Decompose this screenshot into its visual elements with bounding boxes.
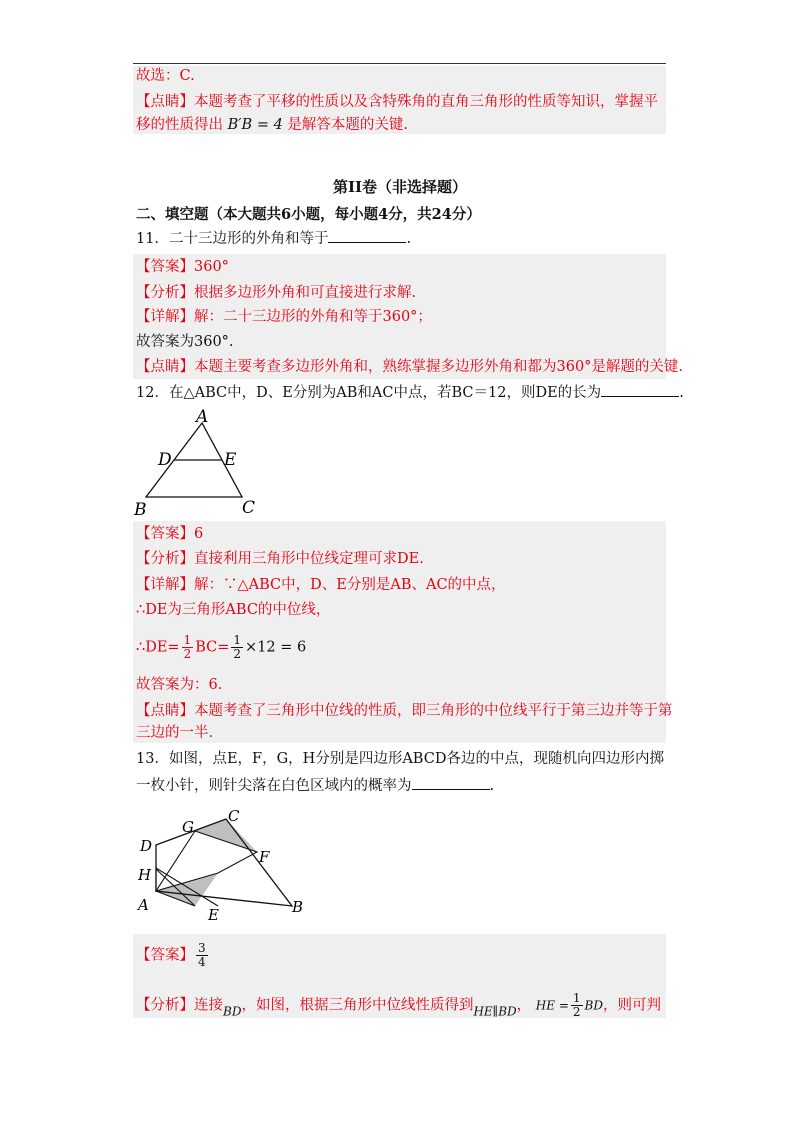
math-expression: B′B = 4 <box>227 117 283 133</box>
math-text: BD <box>584 998 603 1013</box>
detail-12: 【详解】解：∵△ABC中，D、E分别是AB、AC的中点， <box>136 577 506 593</box>
comment-text: 移的性质得出 <box>136 117 223 133</box>
math-text: ×12 = 6 <box>245 639 307 656</box>
comment-text: 是解答本题的关键. <box>287 117 409 133</box>
answer-11: 【答案】360° <box>136 259 229 275</box>
header-rule <box>133 63 666 64</box>
label-A: A <box>196 407 209 427</box>
triangle-figure-12 <box>128 405 268 520</box>
label-B: B <box>292 898 304 916</box>
question-13-line-2 <box>136 776 494 796</box>
answer-blank <box>601 383 679 397</box>
answer-12: 【答案】6 <box>136 526 204 542</box>
analysis-12: 【分析】直接利用三角形中位线定理可求DE. <box>136 551 424 567</box>
conclusion-12: 故答案为：6. <box>136 677 223 693</box>
fraction-numerator: 1 <box>572 991 581 1005</box>
question-11 <box>136 229 411 249</box>
fraction <box>231 634 243 661</box>
label-F: F <box>259 848 270 866</box>
math-text: BC= <box>195 639 230 656</box>
label-C: C <box>228 807 240 825</box>
comment-line-1: 【点睛】本题考查了平移的性质以及含特殊角的直角三角形的性质等知识，掌握平 <box>136 94 658 110</box>
answer-blank <box>412 776 490 790</box>
math-text: HE∥BD <box>473 1004 517 1019</box>
selection-line: 故选：C. <box>136 68 195 84</box>
analysis-text: ，则可判 <box>602 997 661 1014</box>
question-text: 11．二十三边形的外角和等于 <box>136 231 329 247</box>
question-12 <box>136 383 684 403</box>
step-12-2 <box>136 634 306 661</box>
label-H: H <box>138 866 152 884</box>
question-text: 12．在△ABC中，D、E分别为AB和AC中点，若BC＝12，则DE的长为 <box>136 385 602 401</box>
label-B: B <box>134 500 147 520</box>
analysis-11: 【分析】根据多边形外角和可直接进行求解. <box>136 285 417 301</box>
fraction <box>571 992 583 1019</box>
math-text: BD <box>223 1004 242 1019</box>
question-13-line-1: 13．如图，点E，F，G，H分别是四边形ABCD各边的中点，现随机向四边形内掷 <box>136 751 664 767</box>
analysis-text: ， <box>516 997 532 1014</box>
label-C: C <box>242 498 256 518</box>
label-D: D <box>158 450 172 470</box>
fraction <box>182 634 194 661</box>
analysis-text: 【分析】连接 <box>136 997 223 1014</box>
section-title: 第II卷（非选择题） <box>332 178 468 196</box>
comment-line-2 <box>136 115 408 135</box>
label-D: D <box>140 837 153 855</box>
question-text: . <box>489 778 495 794</box>
question-text: . <box>406 231 412 247</box>
math-text: ∴DE= <box>136 639 180 656</box>
quadrilateral-figure-13 <box>128 805 313 925</box>
label-G: G <box>182 818 194 836</box>
fraction-numerator: 1 <box>233 633 242 647</box>
label-E: E <box>208 906 219 924</box>
conclusion-11: 故答案为360°. <box>136 334 234 350</box>
math-text: HE = <box>535 998 569 1013</box>
answer-blank <box>328 229 406 243</box>
answer-label: 【答案】 <box>136 947 194 964</box>
analysis-text: ，如图，根据三角形中位线性质得到 <box>241 997 474 1014</box>
fraction-numerator: 3 <box>198 941 206 955</box>
analysis-13 <box>136 992 661 1022</box>
question-text: . <box>679 385 684 401</box>
comment-12-line-2: 三边的一半. <box>136 725 214 741</box>
fraction-denominator: 2 <box>233 647 242 661</box>
question-text: 一枚小针，则针尖落在白色区域内的概率为 <box>136 778 412 794</box>
answer-13 <box>136 942 210 969</box>
fraction-numerator: 1 <box>183 633 192 647</box>
fraction-denominator: 2 <box>183 647 192 661</box>
fraction-denominator: 2 <box>572 1005 581 1019</box>
comment-12-line-1: 【点睛】本题考查了三角形中位线的性质，即三角形的中位线平行于第三边并等于第 <box>136 703 673 719</box>
label-A: A <box>138 896 149 914</box>
step-12-1: ∴DE为三角形ABC的中位线， <box>136 602 331 618</box>
fraction <box>196 942 208 969</box>
label-E: E <box>224 450 237 470</box>
comment-11: 【点睛】本题主要考查多边形外角和，熟练掌握多边形外角和都为360°是解题的关键. <box>136 359 684 375</box>
detail-11: 【详解】解：二十三边形的外角和等于360°； <box>136 309 432 325</box>
fraction-denominator: 4 <box>198 955 206 969</box>
part-heading: 二、填空题（本大题共6小题，每小题4分，共24分） <box>136 206 481 223</box>
